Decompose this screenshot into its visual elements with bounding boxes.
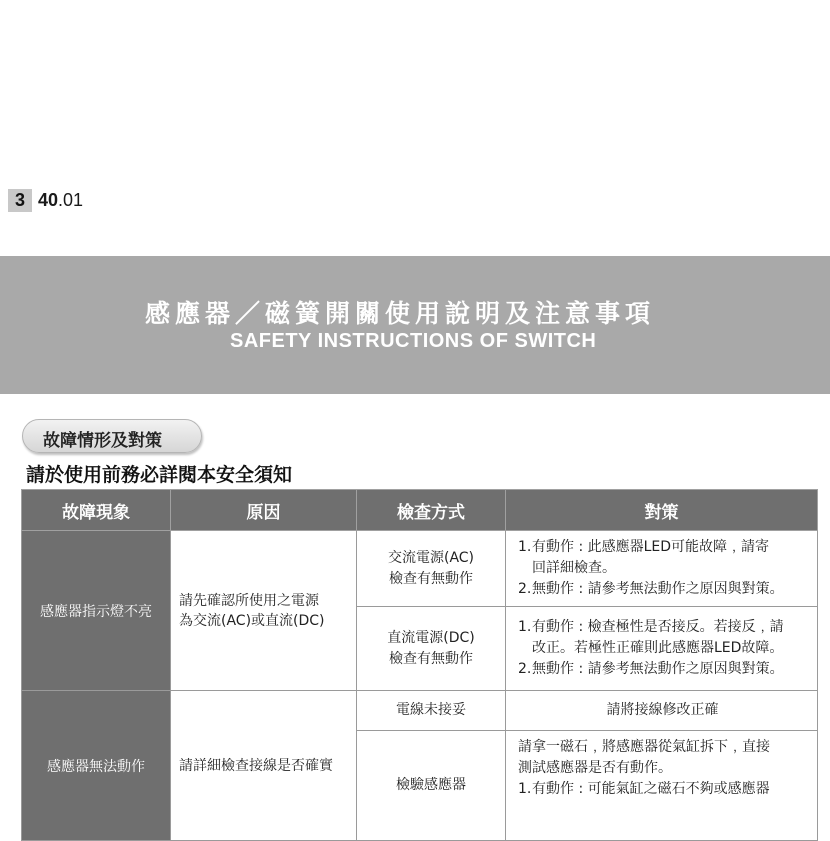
- header-symptom: 故障現象: [22, 490, 171, 531]
- banner-title-en: SAFETY INSTRUCTIONS OF SWITCH: [230, 330, 597, 352]
- cause-cell: 請先確認所使用之電源 為交流(AC)或直流(DC): [171, 531, 357, 691]
- table-header-row: [22, 490, 818, 531]
- symptom-cell: 感應器指示燈不亮: [22, 531, 171, 691]
- fix-cell: 請將接線修改正確: [506, 691, 818, 731]
- fix-item: 1. 有動作 : 可能氣缸之磁石不夠或感應器: [518, 781, 770, 797]
- header-fix: 對策: [506, 490, 818, 531]
- section-pill: [22, 419, 202, 453]
- fix-item: 2. 無動作 : 請參考無法動作之原因與對策。: [518, 661, 784, 677]
- method-cell: 檢驗感應器: [357, 731, 506, 841]
- chapter-badge: 3: [8, 189, 32, 212]
- method-cell: 交流電源(AC) 檢查有無動作: [357, 531, 506, 607]
- fix-cell: [506, 607, 818, 691]
- safety-notice: 請於使用前務必詳閱本安全須知: [26, 464, 293, 486]
- banner-title-zh: 感應器／磁簧開關使用說明及注意事項: [145, 299, 656, 328]
- cause-cell: 請詳細檢查接線是否確實: [171, 691, 357, 841]
- page-code: 40.01: [38, 190, 84, 210]
- section-pill-label: 故障情形及對策: [43, 431, 162, 451]
- page-number: [8, 189, 83, 212]
- fix-item: 1. 有動作 : 此感應器LED可能故障﹐請寄 回詳細檢查。: [518, 539, 770, 576]
- symptom-cell: 感應器無法動作: [22, 691, 171, 841]
- table-row: [22, 531, 818, 607]
- fix-cell: [506, 531, 818, 607]
- table-row: [22, 691, 818, 731]
- fix-item: 1. 有動作 : 檢查極性是否接反。若接反﹐請 改正。若極性正確則此感應器LED故障。: [518, 619, 784, 656]
- header-method: 檢查方式: [357, 490, 506, 531]
- method-cell: 電線未接妥: [357, 691, 506, 731]
- method-cell: 直流電源(DC) 檢查有無動作: [357, 607, 506, 691]
- troubleshooting-table: [21, 489, 818, 841]
- header-cause: 原因: [171, 490, 357, 531]
- fix-item: 2. 無動作 : 請參考無法動作之原因與對策。: [518, 581, 784, 597]
- fix-cell: 請拿一磁石﹐將感應器從氣缸拆下﹐直接 測試感應器是否有動作。 1. 有動作 : 可能氣缸之磁石不夠或感應器: [506, 731, 818, 841]
- title-banner: [0, 256, 830, 394]
